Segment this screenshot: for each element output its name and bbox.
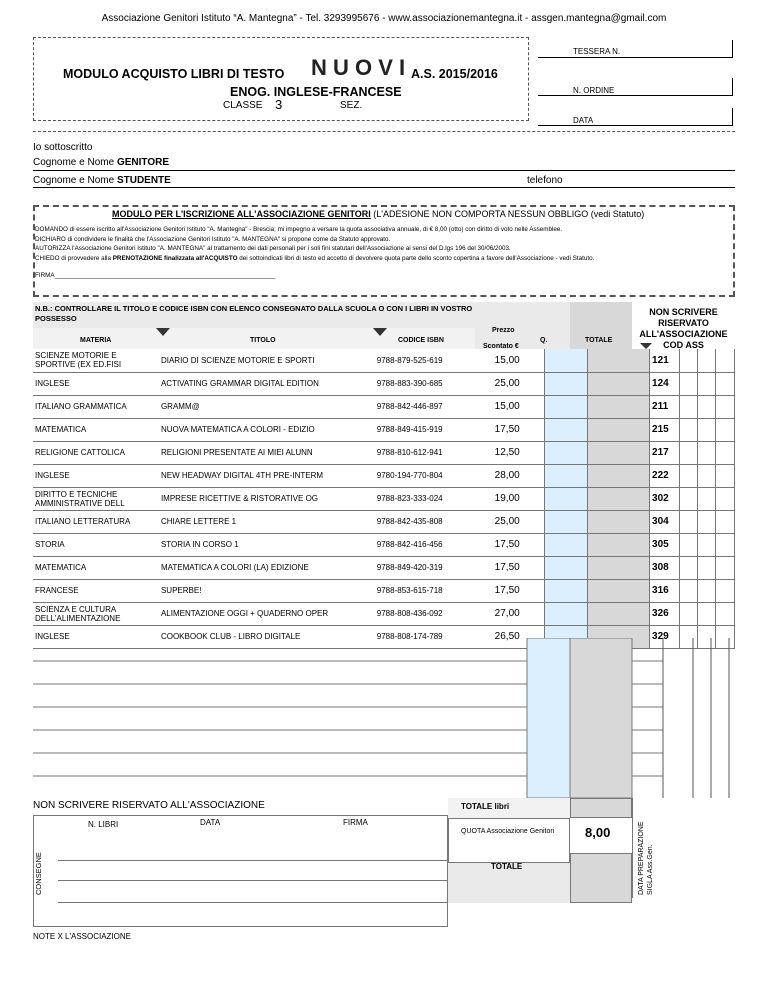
consegne-label: CONSEGNE — [34, 852, 43, 895]
isbn-dropdown-icon[interactable] — [373, 328, 387, 336]
cell-extra — [715, 349, 734, 372]
cell-materia: RELIGIONE CATTOLICA — [33, 441, 159, 464]
cell-quantita[interactable] — [545, 533, 588, 556]
cell-extra — [680, 395, 698, 418]
cell-isbn: 9788-842-435-808 — [375, 510, 493, 533]
non-scrivere-header: NON SCRIVERE RISERVATO ALL'ASSOCIAZIONE COD ASS — [639, 307, 728, 350]
nb-text: N.B.: CONTROLLARE IL TITOLO E CODICE ISBN CON ELENCO CONSEGNATO DALLA SCUOLA O CON I LIBRI IN VOSTRO POSSESSO — [35, 304, 473, 323]
cell-titolo: DIARIO DI SCIENZE MOTORIE E SPORTI — [159, 349, 375, 372]
cell-prezzo: 17,50 — [493, 533, 545, 556]
cell-extra — [697, 441, 715, 464]
cell-quantita[interactable] — [545, 602, 588, 625]
cell-totale[interactable] — [588, 602, 650, 625]
cell-quantita[interactable] — [545, 464, 588, 487]
cell-prezzo: 27,00 — [493, 602, 545, 625]
cell-titolo: ALIMENTAZIONE OGGI + QUADERNO OPER — [159, 602, 375, 625]
footer-data-label: DATA — [200, 818, 221, 827]
tessera-tick — [732, 40, 733, 58]
cell-extra — [697, 602, 715, 625]
cell-extra — [715, 533, 734, 556]
cell-totale[interactable] — [588, 372, 650, 395]
cell-titolo: CHIARE LETTERE 1 — [159, 510, 375, 533]
cell-extra — [715, 464, 734, 487]
header-prezzo: Prezzo — [492, 327, 515, 334]
data-prep-label: DATA PREPARAZIONE — [638, 821, 645, 895]
school-year: A.S. 2015/2016 — [411, 67, 498, 81]
cell-extra — [680, 349, 698, 372]
cell-extra — [680, 418, 698, 441]
cell-isbn: 9788-849-420-319 — [375, 556, 493, 579]
cell-extra — [680, 487, 698, 510]
cell-isbn: 9788-849-415-919 — [375, 418, 493, 441]
header-q: Q. — [540, 337, 548, 344]
cell-cod-ass: 302 — [650, 487, 680, 510]
consegne-row-2[interactable] — [58, 880, 448, 881]
materia-dropdown-icon[interactable] — [156, 328, 170, 336]
cell-extra — [715, 372, 734, 395]
consegne-row-1[interactable] — [58, 860, 448, 861]
table-row — [33, 579, 735, 602]
cell-isbn: 9788-810-612-941 — [375, 441, 493, 464]
cell-extra — [715, 602, 734, 625]
cell-totale[interactable] — [588, 487, 650, 510]
header-isbn: CODICE ISBN — [398, 337, 444, 344]
cell-totale[interactable] — [588, 510, 650, 533]
totale-value[interactable] — [570, 853, 632, 903]
cell-extra — [715, 510, 734, 533]
cell-extra — [715, 556, 734, 579]
cell-prezzo: 25,00 — [493, 372, 545, 395]
telefono-label: telefono — [527, 175, 563, 186]
cell-cod-ass: 211 — [650, 395, 680, 418]
cell-isbn: 9780-194-770-804 — [375, 464, 493, 487]
cell-extra — [680, 464, 698, 487]
table-row — [33, 418, 735, 441]
cell-prezzo: 15,00 — [493, 395, 545, 418]
header-materia: MATERIA — [80, 337, 112, 344]
course-name: ENOG. INGLESE-FRANCESE — [230, 85, 402, 99]
classe-label: CLASSE — [223, 100, 263, 111]
cell-cod-ass: 217 — [650, 441, 680, 464]
cell-quantita[interactable] — [545, 395, 588, 418]
cell-isbn: 9788-842-446-897 — [375, 395, 493, 418]
cell-cod-ass: 215 — [650, 418, 680, 441]
cell-prezzo: 19,00 — [493, 487, 545, 510]
cell-prezzo: 17,50 — [493, 556, 545, 579]
cell-quantita[interactable] — [545, 349, 588, 372]
consegne-box — [33, 815, 448, 927]
classe-value: 3 — [275, 97, 283, 112]
cell-materia: INGLESE — [33, 625, 159, 648]
table-row — [33, 441, 735, 464]
cell-cod-ass: 308 — [650, 556, 680, 579]
ordine-line[interactable] — [538, 95, 733, 96]
cell-titolo: STORIA IN CORSO 1 — [159, 533, 375, 556]
n-libri-label: N. LIBRI — [88, 820, 119, 829]
cell-extra — [715, 395, 734, 418]
cell-extra — [680, 510, 698, 533]
cell-cod-ass: 222 — [650, 464, 680, 487]
table-row — [33, 395, 735, 418]
totale-libri-value[interactable] — [570, 798, 632, 818]
tessera-label: TESSERA N. — [573, 47, 621, 56]
quota-label: QUOTA Associazione Genitori — [461, 828, 555, 835]
cell-extra — [680, 556, 698, 579]
table-row — [33, 464, 735, 487]
cell-extra — [715, 441, 734, 464]
cell-materia: INGLESE — [33, 372, 159, 395]
cell-titolo: MATEMATICA A COLORI (LA) EDIZIONE — [159, 556, 375, 579]
iscrizione-text: DOMANDO di essere iscritto all'Associazione Genitori Istituto "A. Mantegna" - Brescia; mi impegno a versare la quota associativa annuale, di € 8,00 (otto) con diritto di voto nelle Assemblee. DICHIARO di condividere le finalità che l'Associazione Genitori Istituto "A. MANTEGNA" si propone come da Statuto approvato. AUTORIZZA l'Associazione Genitori Istituto "A. MANTEGNA" al trattamento dei dati personali per i soli fini statutari dell'Associazione ai sensi del D.lgs 196 del 30/06/2003. CHIEDO di provvedere alla PRENOTAZIONE finalizzata all'ACQUISTO dei sottoindicati libri di testo ed accetto di devolvere quota parte dello sconto copertina a favore dell'Associazione - vedi Statuto. — [35, 226, 595, 262]
iscrizione-firma[interactable]: FIRMA_______________________________________________________________ — [35, 272, 276, 279]
quota-value: 8,00 — [585, 825, 611, 840]
io-sottoscritto: Io sottoscritto — [33, 142, 93, 153]
cell-isbn: 9788-883-390-685 — [375, 372, 493, 395]
cell-extra — [680, 579, 698, 602]
cell-quantita[interactable] — [545, 579, 588, 602]
cell-extra — [697, 464, 715, 487]
cell-titolo: SUPERBE! — [159, 579, 375, 602]
cell-cod-ass: 326 — [650, 602, 680, 625]
cell-prezzo: 17,50 — [493, 418, 545, 441]
ordine-label: N. ORDINE — [573, 86, 615, 95]
cell-prezzo: 26,50 — [493, 625, 545, 648]
cell-extra — [715, 579, 734, 602]
cell-quantita[interactable] — [545, 418, 588, 441]
tessera-line[interactable] — [538, 57, 733, 58]
genitore-field[interactable] — [33, 170, 735, 171]
cell-materia: FRANCESE — [33, 579, 159, 602]
cell-materia: INGLESE — [33, 464, 159, 487]
data-label: DATA — [573, 116, 594, 125]
iscrizione-title: MODULO PER L'ISCRIZIONE ALL'ASSOCIAZIONE GENITORI (L'ADESIONE NON COMPORTA NESSUN OBBLIGO (vedi Statuto) — [112, 209, 645, 219]
quota-box — [448, 818, 570, 863]
cell-extra — [697, 533, 715, 556]
association-header: Associazione Genitori Istituto “A. Mantegna” - Tel. 3293995676 - www.associazionemantegna.it - assgen.mantegna@gmail.com — [101, 13, 667, 24]
cell-totale[interactable] — [588, 579, 650, 602]
dashed-divider — [33, 131, 735, 132]
cell-cod-ass: 121 — [650, 349, 680, 372]
note-label: NOTE X L'ASSOCIAZIONE — [33, 932, 131, 941]
sez-label: SEZ. — [340, 100, 363, 111]
cell-prezzo: 17,50 — [493, 579, 545, 602]
ordine-tick — [732, 78, 733, 96]
cell-isbn: 9788-853-615-718 — [375, 579, 493, 602]
cell-quantita[interactable] — [545, 372, 588, 395]
riservato-label: NON SCRIVERE RISERVATO ALL'ASSOCIAZIONE — [33, 800, 265, 811]
cell-extra — [697, 556, 715, 579]
cell-extra — [715, 487, 734, 510]
cell-titolo: RELIGIONI PRESENTATE AI MIEI ALUNN — [159, 441, 375, 464]
cell-titolo: NEW HEADWAY DIGITAL 4TH PRE-INTERM — [159, 464, 375, 487]
cell-totale[interactable] — [588, 464, 650, 487]
cell-cod-ass: 124 — [650, 372, 680, 395]
header-totale: TOTALE — [585, 337, 613, 344]
cell-extra — [697, 579, 715, 602]
cell-cod-ass: 316 — [650, 579, 680, 602]
consegne-row-3[interactable] — [58, 902, 448, 903]
table-row — [33, 372, 735, 395]
cell-isbn: 9788-808-174-789 — [375, 625, 493, 648]
cell-quantita[interactable] — [545, 441, 588, 464]
data-tick — [732, 108, 733, 126]
cell-isbn: 9788-823-333-024 — [375, 487, 493, 510]
cell-extra — [680, 441, 698, 464]
cell-isbn: 9788-879-525-619 — [375, 349, 493, 372]
cell-titolo: ACTIVATING GRAMMAR DIGITAL EDITION — [159, 372, 375, 395]
cell-titolo: IMPRESE RICETTIVE & RISTORATIVE OG — [159, 487, 375, 510]
cell-totale[interactable] — [588, 418, 650, 441]
empty-rows — [33, 638, 735, 798]
cell-extra — [680, 602, 698, 625]
cell-extra — [697, 510, 715, 533]
cell-materia: MATEMATICA — [33, 418, 159, 441]
cell-isbn: 9788-842-416-456 — [375, 533, 493, 556]
cell-extra — [697, 487, 715, 510]
table-row — [33, 510, 735, 533]
data-line[interactable] — [538, 125, 733, 126]
cell-titolo: COOKBOOK CLUB - LIBRO DIGITALE — [159, 625, 375, 648]
cell-materia: DIRITTO E TECNICHE AMMINISTRATIVE DELL — [33, 487, 159, 510]
sigla-label: SIGLA Ass.Gen. — [647, 844, 654, 895]
cell-quantita[interactable] — [545, 510, 588, 533]
header-titolo: TITOLO — [250, 337, 276, 344]
cell-titolo: GRAMM@ — [159, 395, 375, 418]
cell-materia: STORIA — [33, 533, 159, 556]
cell-materia: MATEMATICA — [33, 556, 159, 579]
prezzo-header-bg — [475, 302, 570, 349]
table-row — [33, 533, 735, 556]
cell-prezzo: 25,00 — [493, 510, 545, 533]
cell-cod-ass: 329 — [650, 625, 680, 648]
footer-firma-label: FIRMA — [343, 818, 368, 827]
cell-totale[interactable] — [588, 349, 650, 372]
cell-extra — [680, 372, 698, 395]
studente-label: Cognome e Nome STUDENTE — [33, 175, 171, 186]
cell-extra — [697, 395, 715, 418]
cell-titolo: NUOVA MATEMATICA A COLORI - EDIZIO — [159, 418, 375, 441]
cell-prezzo: 15,00 — [493, 349, 545, 372]
cell-quantita[interactable] — [545, 556, 588, 579]
cell-materia: ITALIANO LETTERATURA — [33, 510, 159, 533]
table-row — [33, 556, 735, 579]
table-row — [33, 487, 735, 510]
cell-extra — [680, 533, 698, 556]
totale-libri-label: TOTALE libri — [461, 802, 510, 811]
header-scontato: Scontato € — [483, 343, 519, 350]
cell-prezzo: 12,50 — [493, 441, 545, 464]
form-title-nuovi: N U O V I — [311, 55, 406, 80]
table-row — [33, 602, 735, 625]
form-title: MODULO ACQUISTO LIBRI DI TESTO — [63, 67, 285, 81]
cell-extra — [697, 418, 715, 441]
cell-cod-ass: 304 — [650, 510, 680, 533]
cell-materia: SCIENZA E CULTURA DELL'ALIMENTAZIONE — [33, 602, 159, 625]
table-row — [33, 349, 735, 372]
cell-extra — [697, 372, 715, 395]
studente-field[interactable] — [33, 187, 735, 188]
cell-totale[interactable] — [588, 533, 650, 556]
cell-totale[interactable] — [588, 441, 650, 464]
cell-totale[interactable] — [588, 395, 650, 418]
cell-materia: SCIENZE MOTORIE E SPORTIVE (EX ED.FISI — [33, 349, 159, 372]
cell-quantita[interactable] — [545, 487, 588, 510]
cell-totale[interactable] — [588, 556, 650, 579]
cell-materia: ITALIANO GRAMMATICA — [33, 395, 159, 418]
cell-extra — [697, 349, 715, 372]
cell-prezzo: 28,00 — [493, 464, 545, 487]
cell-extra — [715, 418, 734, 441]
genitore-label: Cognome e Nome GENITORE — [33, 157, 169, 168]
totale-label: TOTALE — [491, 862, 523, 871]
cell-cod-ass: 305 — [650, 533, 680, 556]
cell-isbn: 9788-808-436-092 — [375, 602, 493, 625]
books-table — [33, 349, 735, 649]
